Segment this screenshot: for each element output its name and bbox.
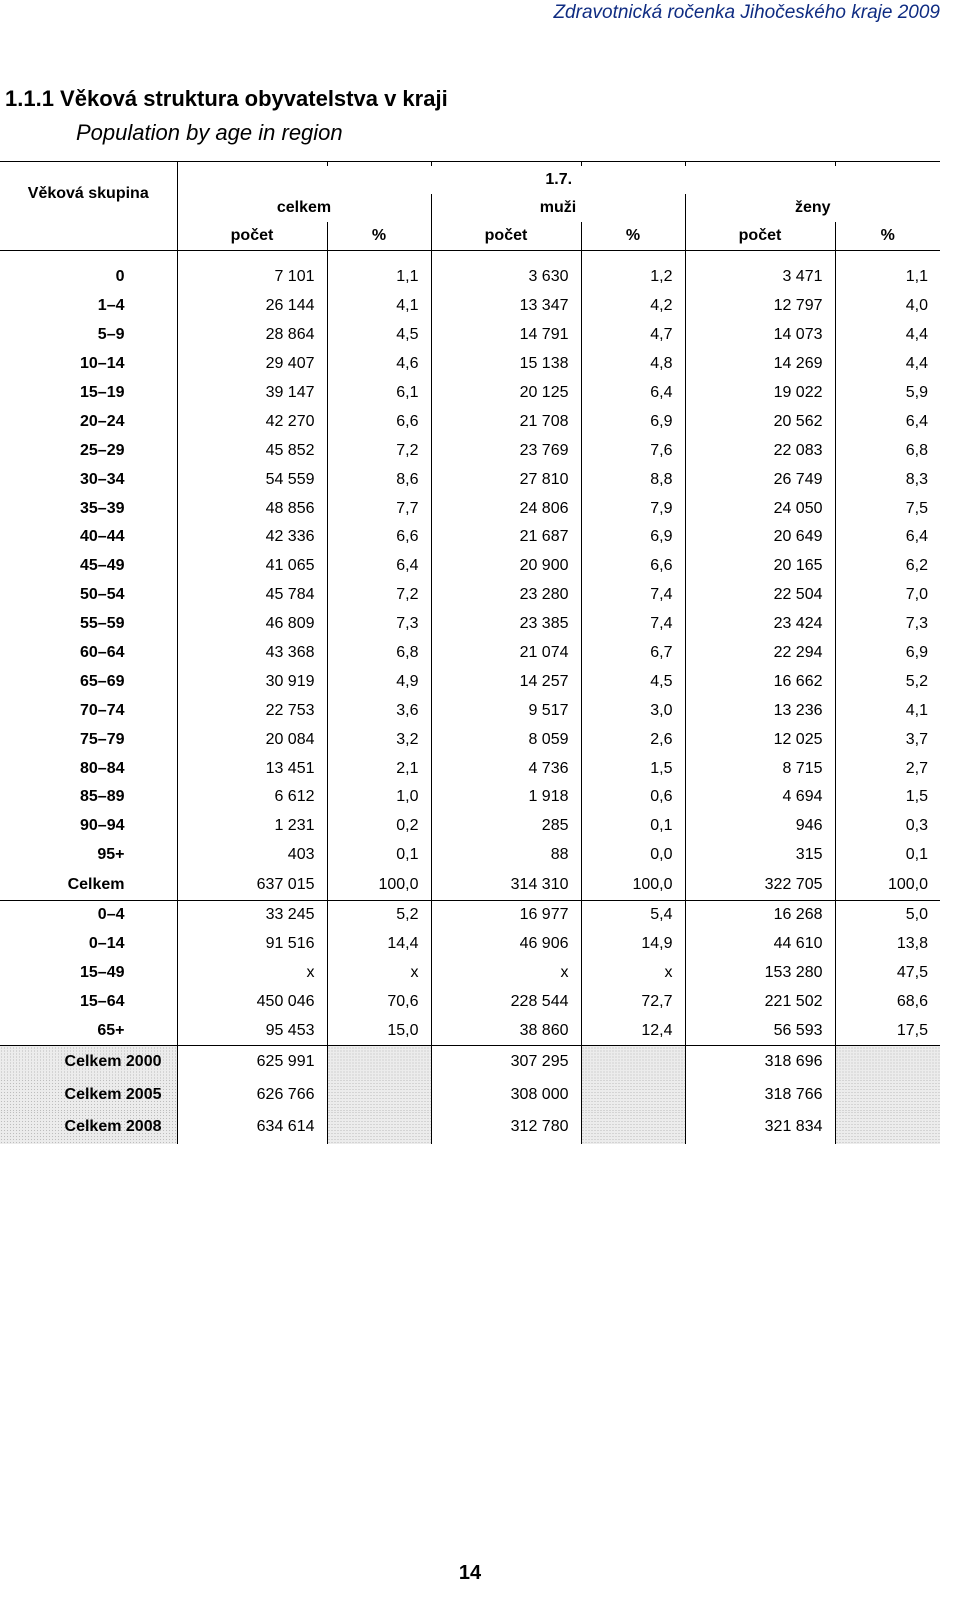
total-count-cell: 450 046 xyxy=(177,987,327,1016)
women-count-cell: 44 610 xyxy=(685,930,835,959)
men-count-cell: 15 138 xyxy=(431,350,581,379)
men-percent-cell: 7,6 xyxy=(581,436,685,465)
age-group-cell: 15–19 xyxy=(80,384,125,401)
men-count-cell: 16 977 xyxy=(431,900,581,929)
age-group-cell: 60–64 xyxy=(80,644,125,662)
women-percent-cell: 17,5 xyxy=(835,1016,940,1045)
history-count-cell: 312 780 xyxy=(431,1111,581,1144)
total-percent-cell: 14,4 xyxy=(327,930,431,959)
men-count-cell: 9 517 xyxy=(431,696,581,725)
table-row xyxy=(0,754,940,783)
men-count-cell: 14 791 xyxy=(431,321,581,350)
men-percent-cell: 6,6 xyxy=(581,552,685,581)
age-group-cell: 35–39 xyxy=(80,499,125,517)
men-count-cell: 23 385 xyxy=(431,610,581,639)
table-row xyxy=(0,841,940,870)
table-row xyxy=(0,552,940,581)
sub-header-percent: % xyxy=(835,222,940,251)
history-count-cell: 308 000 xyxy=(431,1079,581,1112)
total-count-cell: 28 864 xyxy=(177,321,327,350)
table-row xyxy=(0,292,940,321)
history-empty-cell xyxy=(835,1046,940,1079)
date-header: 1.7. xyxy=(177,166,940,194)
men-percent-cell: 14,9 xyxy=(581,930,685,959)
age-group-cell: 15–64 xyxy=(80,992,125,1010)
total-percent-cell: 7,3 xyxy=(327,610,431,639)
women-count-cell: 20 562 xyxy=(685,407,835,436)
total-count-cell: 6 612 xyxy=(177,783,327,812)
women-count-cell: 56 593 xyxy=(685,1016,835,1045)
men-percent-cell: 100,0 xyxy=(581,870,685,901)
age-group-header: Věková skupina xyxy=(27,185,149,202)
history-count-cell: 625 991 xyxy=(177,1046,327,1079)
women-percent-cell: 4,1 xyxy=(835,696,940,725)
history-empty-cell xyxy=(581,1046,685,1079)
history-empty-cell xyxy=(327,1079,431,1112)
women-percent-cell: 4,4 xyxy=(835,321,940,350)
women-percent-cell: 4,4 xyxy=(835,350,940,379)
history-count-cell: 626 766 xyxy=(177,1079,327,1112)
total-percent-cell: 5,2 xyxy=(327,900,431,929)
sub-header-count: počet xyxy=(685,222,835,251)
age-group-cell: 25–29 xyxy=(80,441,125,459)
total-percent-cell: 3,2 xyxy=(327,725,431,754)
table-row xyxy=(0,350,940,379)
table-row xyxy=(0,523,940,552)
men-percent-cell: 72,7 xyxy=(581,987,685,1016)
women-percent-cell: 6,8 xyxy=(835,436,940,465)
women-count-cell: 221 502 xyxy=(685,987,835,1016)
table-row xyxy=(0,930,940,959)
women-percent-cell: 1,1 xyxy=(835,263,940,292)
total-percent-cell: 6,8 xyxy=(327,639,431,668)
age-group-cell: 1–4 xyxy=(97,297,125,315)
total-percent-cell: 100,0 xyxy=(327,870,431,901)
total-count-cell: 91 516 xyxy=(177,930,327,959)
men-count-cell: 88 xyxy=(431,841,581,870)
women-count-cell: 12 797 xyxy=(685,292,835,321)
men-percent-cell: 4,7 xyxy=(581,321,685,350)
age-group-cell: 40–44 xyxy=(80,528,125,546)
page-number: 14 xyxy=(458,1562,482,1584)
women-percent-cell: 68,6 xyxy=(835,987,940,1016)
age-group-cell: 70–74 xyxy=(80,701,125,719)
total-percent-cell: 6,6 xyxy=(327,523,431,552)
women-percent-cell: 0,1 xyxy=(835,841,940,870)
group-header-women: ženy xyxy=(685,194,940,222)
men-percent-cell: 7,9 xyxy=(581,494,685,523)
total-count-cell: 46 809 xyxy=(177,610,327,639)
table-row xyxy=(0,465,940,494)
total-percent-cell: 0,2 xyxy=(327,812,431,841)
total-percent-cell: 1,0 xyxy=(327,783,431,812)
history-row xyxy=(0,1046,940,1079)
history-empty-cell xyxy=(581,1079,685,1112)
total-count-cell: 29 407 xyxy=(177,350,327,379)
women-percent-cell: 5,9 xyxy=(835,379,940,408)
men-percent-cell: 1,5 xyxy=(581,754,685,783)
total-percent-cell: x xyxy=(327,958,431,987)
women-count-cell: 8 715 xyxy=(685,754,835,783)
age-group-cell: 75–79 xyxy=(80,730,125,748)
total-count-cell: 30 919 xyxy=(177,667,327,696)
running-header: Zdravotnická ročenka Jihočeského kraje 2009 xyxy=(553,2,940,23)
men-percent-cell: 7,4 xyxy=(581,581,685,610)
total-percent-cell: 3,6 xyxy=(327,696,431,725)
women-percent-cell: 3,7 xyxy=(835,725,940,754)
men-count-cell: 20 125 xyxy=(431,379,581,408)
total-count-cell: 48 856 xyxy=(177,494,327,523)
men-percent-cell: 6,9 xyxy=(581,523,685,552)
group-header-men: muži xyxy=(431,194,685,222)
women-count-cell: 19 022 xyxy=(685,379,835,408)
total-count-cell: 26 144 xyxy=(177,292,327,321)
men-percent-cell: 7,4 xyxy=(581,610,685,639)
total-count-cell: 41 065 xyxy=(177,552,327,581)
women-count-cell: 20 649 xyxy=(685,523,835,552)
men-count-cell: 21 074 xyxy=(431,639,581,668)
men-percent-cell: 6,9 xyxy=(581,407,685,436)
women-percent-cell: 8,3 xyxy=(835,465,940,494)
age-group-cell: 30–34 xyxy=(80,470,125,488)
women-count-cell: 22 504 xyxy=(685,581,835,610)
age-group-cell: 95+ xyxy=(97,846,125,864)
women-count-cell: 22 294 xyxy=(685,639,835,668)
total-percent-cell: 4,6 xyxy=(327,350,431,379)
women-percent-cell: 7,3 xyxy=(835,610,940,639)
table-row xyxy=(0,494,940,523)
total-percent-cell: 2,1 xyxy=(327,754,431,783)
men-percent-cell: 4,5 xyxy=(581,667,685,696)
history-count-cell: 321 834 xyxy=(685,1111,835,1144)
total-percent-cell: 4,1 xyxy=(327,292,431,321)
history-count-cell: 634 614 xyxy=(177,1111,327,1144)
women-count-cell: 16 662 xyxy=(685,667,835,696)
total-percent-cell: 1,1 xyxy=(327,263,431,292)
men-count-cell: 24 806 xyxy=(431,494,581,523)
age-group-cell: 10–14 xyxy=(80,355,125,373)
women-count-cell: 153 280 xyxy=(685,958,835,987)
men-count-cell: 23 769 xyxy=(431,436,581,465)
women-percent-cell: 6,4 xyxy=(835,523,940,552)
table-row xyxy=(0,1016,940,1045)
men-percent-cell: 5,4 xyxy=(581,900,685,929)
men-percent-cell: 12,4 xyxy=(581,1016,685,1045)
group-header-total: celkem xyxy=(177,194,431,222)
total-percent-cell: 0,1 xyxy=(327,841,431,870)
table-row xyxy=(0,263,940,292)
total-percent-cell: 6,6 xyxy=(327,407,431,436)
men-count-cell: 14 257 xyxy=(431,667,581,696)
sub-header-count: počet xyxy=(177,222,327,251)
men-count-cell: 228 544 xyxy=(431,987,581,1016)
history-count-cell: 318 696 xyxy=(685,1046,835,1079)
women-percent-cell: 1,5 xyxy=(835,783,940,812)
women-percent-cell: 6,2 xyxy=(835,552,940,581)
table-row xyxy=(0,900,940,929)
age-group-cell: 65–69 xyxy=(80,672,125,690)
history-empty-cell xyxy=(327,1111,431,1144)
men-percent-cell: 3,0 xyxy=(581,696,685,725)
men-count-cell: x xyxy=(431,958,581,987)
men-percent-cell: x xyxy=(581,958,685,987)
table-row xyxy=(0,987,940,1016)
total-count-cell: 95 453 xyxy=(177,1016,327,1045)
age-group-cell: 0–14 xyxy=(88,935,125,953)
total-percent-cell: 70,6 xyxy=(327,987,431,1016)
history-label-cell: Celkem 2005 xyxy=(0,1079,177,1112)
men-count-cell: 21 708 xyxy=(431,407,581,436)
women-percent-cell: 0,3 xyxy=(835,812,940,841)
women-count-cell: 3 471 xyxy=(685,263,835,292)
men-percent-cell: 2,6 xyxy=(581,725,685,754)
men-count-cell: 13 347 xyxy=(431,292,581,321)
women-percent-cell: 6,9 xyxy=(835,639,940,668)
women-count-cell: 16 268 xyxy=(685,900,835,929)
women-percent-cell: 2,7 xyxy=(835,754,940,783)
men-count-cell: 46 906 xyxy=(431,930,581,959)
women-percent-cell: 13,8 xyxy=(835,930,940,959)
men-percent-cell: 6,4 xyxy=(581,379,685,408)
total-count-cell: 1 231 xyxy=(177,812,327,841)
table-row xyxy=(0,407,940,436)
total-count-cell: 13 451 xyxy=(177,754,327,783)
women-count-cell: 315 xyxy=(685,841,835,870)
women-percent-cell: 4,0 xyxy=(835,292,940,321)
men-percent-cell: 4,2 xyxy=(581,292,685,321)
total-count-cell: 45 852 xyxy=(177,436,327,465)
age-group-cell: 80–84 xyxy=(80,759,125,777)
men-percent-cell: 6,7 xyxy=(581,639,685,668)
sub-header-percent: % xyxy=(327,222,431,251)
age-structure-table xyxy=(0,161,940,1144)
total-percent-cell: 8,6 xyxy=(327,465,431,494)
total-count-cell: 39 147 xyxy=(177,379,327,408)
women-percent-cell: 100,0 xyxy=(835,870,940,901)
total-count-cell: 42 270 xyxy=(177,407,327,436)
women-percent-cell: 7,5 xyxy=(835,494,940,523)
age-group-cell: Celkem xyxy=(0,870,177,901)
women-count-cell: 13 236 xyxy=(685,696,835,725)
history-label-cell: Celkem 2000 xyxy=(0,1046,177,1079)
table-row xyxy=(0,812,940,841)
age-group-cell: 85–89 xyxy=(80,788,125,806)
table-row xyxy=(0,870,940,901)
women-count-cell: 22 083 xyxy=(685,436,835,465)
men-count-cell: 23 280 xyxy=(431,581,581,610)
table-title: 1.1.1 Věková struktura obyvatelstva v kraji xyxy=(5,86,448,111)
women-count-cell: 23 424 xyxy=(685,610,835,639)
table-row xyxy=(0,725,940,754)
women-count-cell: 14 073 xyxy=(685,321,835,350)
total-percent-cell: 4,9 xyxy=(327,667,431,696)
total-percent-cell: 7,7 xyxy=(327,494,431,523)
men-percent-cell: 0,1 xyxy=(581,812,685,841)
total-percent-cell: 15,0 xyxy=(327,1016,431,1045)
table-row xyxy=(0,696,940,725)
women-percent-cell: 47,5 xyxy=(835,958,940,987)
men-percent-cell: 0,6 xyxy=(581,783,685,812)
table-row xyxy=(0,667,940,696)
women-percent-cell: 7,0 xyxy=(835,581,940,610)
table-row xyxy=(0,958,940,987)
history-count-cell: 307 295 xyxy=(431,1046,581,1079)
table-row xyxy=(0,379,940,408)
men-count-cell: 21 687 xyxy=(431,523,581,552)
women-count-cell: 946 xyxy=(685,812,835,841)
total-count-cell: 33 245 xyxy=(177,900,327,929)
men-count-cell: 3 630 xyxy=(431,263,581,292)
women-count-cell: 24 050 xyxy=(685,494,835,523)
history-empty-cell xyxy=(581,1111,685,1144)
total-count-cell: 45 784 xyxy=(177,581,327,610)
table-row xyxy=(0,639,940,668)
age-group-cell: 5–9 xyxy=(97,326,125,344)
age-group-cell: 55–59 xyxy=(80,615,125,633)
men-percent-cell: 1,2 xyxy=(581,263,685,292)
total-count-cell: 403 xyxy=(177,841,327,870)
table-row xyxy=(0,436,940,465)
men-count-cell: 27 810 xyxy=(431,465,581,494)
total-percent-cell: 4,5 xyxy=(327,321,431,350)
age-group-cell: 0–4 xyxy=(97,906,125,924)
age-group-cell: 90–94 xyxy=(80,817,125,835)
women-count-cell: 14 269 xyxy=(685,350,835,379)
total-percent-cell: 6,4 xyxy=(327,552,431,581)
total-count-cell: 43 368 xyxy=(177,639,327,668)
sub-header-percent: % xyxy=(581,222,685,251)
total-count-cell: 637 015 xyxy=(177,870,327,901)
history-row xyxy=(0,1111,940,1144)
women-percent-cell: 5,2 xyxy=(835,667,940,696)
age-group-cell: 0 xyxy=(115,268,125,286)
total-count-cell: 7 101 xyxy=(177,263,327,292)
men-percent-cell: 4,8 xyxy=(581,350,685,379)
total-percent-cell: 7,2 xyxy=(327,581,431,610)
total-percent-cell: 6,1 xyxy=(327,379,431,408)
total-count-cell: 20 084 xyxy=(177,725,327,754)
men-count-cell: 4 736 xyxy=(431,754,581,783)
history-empty-cell xyxy=(327,1046,431,1079)
men-count-cell: 38 860 xyxy=(431,1016,581,1045)
total-percent-cell: 7,2 xyxy=(327,436,431,465)
table-row xyxy=(0,610,940,639)
women-count-cell: 12 025 xyxy=(685,725,835,754)
history-label-cell: Celkem 2008 xyxy=(0,1111,177,1144)
history-row xyxy=(0,1079,940,1112)
table-row xyxy=(0,321,940,350)
men-count-cell: 314 310 xyxy=(431,870,581,901)
women-percent-cell: 6,4 xyxy=(835,407,940,436)
women-count-cell: 26 749 xyxy=(685,465,835,494)
age-group-cell: 50–54 xyxy=(80,586,125,604)
women-percent-cell: 5,0 xyxy=(835,900,940,929)
age-group-cell: 20–24 xyxy=(80,412,125,430)
total-count-cell: 42 336 xyxy=(177,523,327,552)
total-count-cell: 54 559 xyxy=(177,465,327,494)
table-row xyxy=(0,581,940,610)
history-count-cell: 318 766 xyxy=(685,1079,835,1112)
men-count-cell: 1 918 xyxy=(431,783,581,812)
total-count-cell: x xyxy=(177,958,327,987)
men-count-cell: 285 xyxy=(431,812,581,841)
women-count-cell: 4 694 xyxy=(685,783,835,812)
history-empty-cell xyxy=(835,1111,940,1144)
age-group-cell: 15–49 xyxy=(80,963,125,981)
men-percent-cell: 8,8 xyxy=(581,465,685,494)
table-row xyxy=(0,783,940,812)
age-group-cell: 65+ xyxy=(97,1021,125,1039)
total-count-cell: 22 753 xyxy=(177,696,327,725)
women-count-cell: 322 705 xyxy=(685,870,835,901)
history-empty-cell xyxy=(835,1079,940,1112)
women-count-cell: 20 165 xyxy=(685,552,835,581)
age-group-cell: 45–49 xyxy=(80,557,125,575)
men-count-cell: 20 900 xyxy=(431,552,581,581)
men-percent-cell: 0,0 xyxy=(581,841,685,870)
sub-header-count: počet xyxy=(431,222,581,251)
men-count-cell: 8 059 xyxy=(431,725,581,754)
table-subtitle: Population by age in region xyxy=(76,120,343,145)
